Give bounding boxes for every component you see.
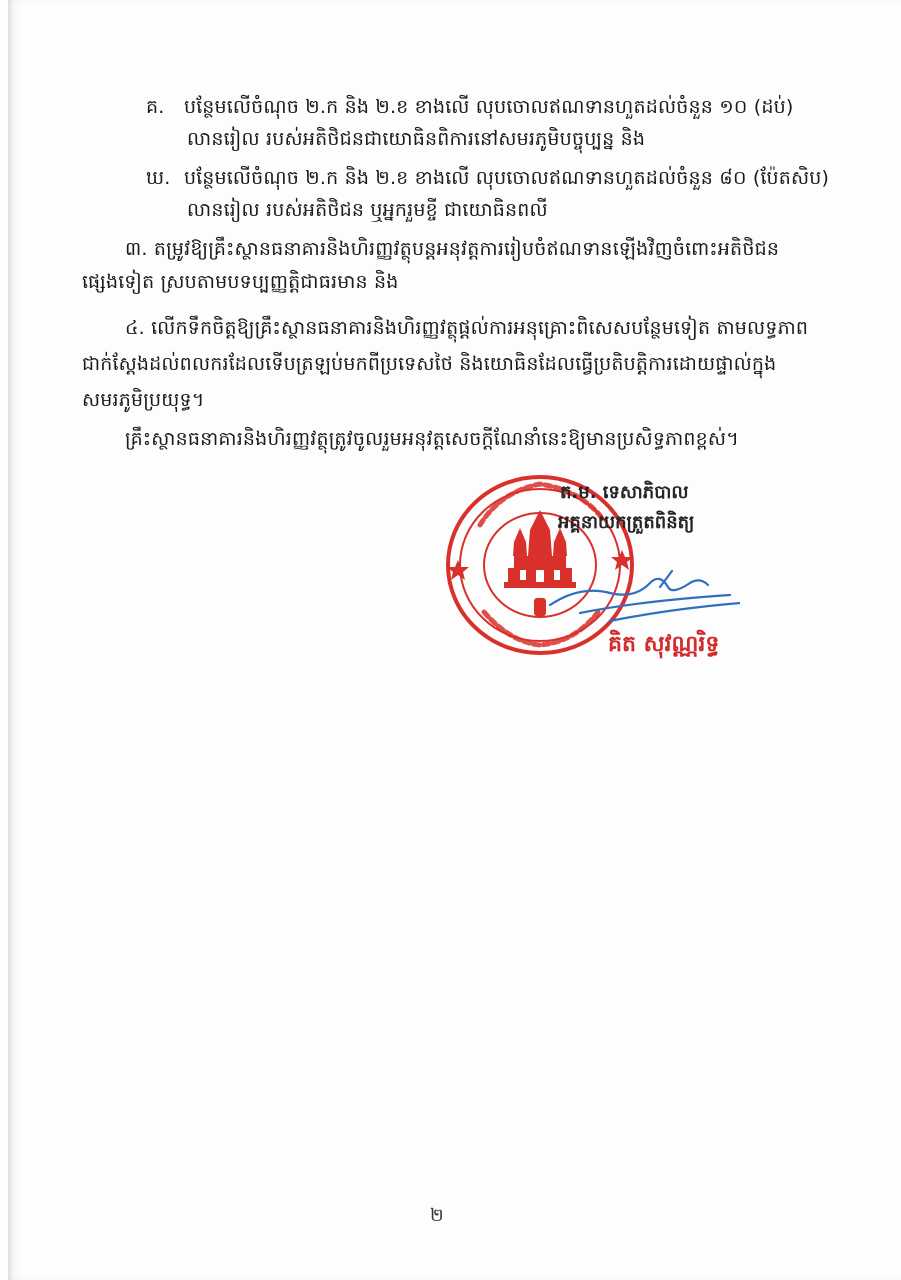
paragraph-4-line-2: ជាក់ស្តែងដល់ពលករដែលទើបត្រឡប់មកពីប្រទេសថៃ និងយោធិនដែលធ្វើប្រតិបត្តិការដោយផ្ទាល់ក្នុង xyxy=(82,353,777,375)
handwritten-signature-icon xyxy=(540,565,740,625)
sub-item-g-text: បន្ថែមលើចំណុច ២.ក និង ២.ខ ខាងលើ លុបចោលឥណទានហួតដល់ចំនួន ១០ (ដប់) xyxy=(184,96,794,118)
signer-name: គិត សុវណ្ណរិទ្ធ xyxy=(608,632,720,657)
sub-item-y-text: បន្ថែមលើចំណុច ២.ក និង ២.ខ ខាងលើ លុបចោលឥណទានហួតដល់ចំនួន ៨០ (ប៉ែតសិប) xyxy=(184,167,830,189)
page-number: ២ xyxy=(430,1205,444,1226)
signatory-title: ត.ម. ទេសាភិបាល xyxy=(560,482,689,503)
paragraph-3-line-2: ផ្សេងទៀត ស្របតាមបទប្បញ្ញត្តិជាធរមាន និង xyxy=(82,271,399,293)
sub-item-g-line-1 xyxy=(146,93,794,121)
signatory-position: អគ្គនាយកត្រួតពិនិត្យ xyxy=(558,512,695,533)
sub-item-y-line-1 xyxy=(146,164,829,192)
paragraph-4-line-1: ៤. លើកទឹកចិត្តឱ្យគ្រឹះស្ថានធនាគារនិងហិរញ្ញវត្ថុផ្តល់ការអនុគ្រោះពិសេសបន្ថែមទៀត តាមលទ្ធភាព xyxy=(125,317,809,339)
paragraph-3-line-1: ៣. តម្រូវឱ្យគ្រឹះស្ថានធនាគារនិងហិរញ្ញវត្ថុបន្តអនុវត្តការរៀបចំឥណទានឡើងវិញចំពោះអតិថិជន xyxy=(125,238,780,260)
signature-block xyxy=(440,470,800,690)
sub-item-g-line-2: លានរៀល របស់អតិថិជនជាយោធិនពិការនៅសមរភូមិបច្ចុប្បន្ន និង xyxy=(187,128,646,150)
paragraph-4-line-3: សមរភូមិប្រយុទ្ធ។ xyxy=(82,389,205,411)
closing-paragraph: គ្រឹះស្ថានធនាគារនិងហិរញ្ញវត្ថុត្រូវចូលរួមអនុវត្តសេចក្តីណែនាំនេះឱ្យមានប្រសិទ្ធភាពខ្ពស់។ xyxy=(125,428,739,450)
sub-item-y-marker: ឃ. xyxy=(146,167,171,189)
sub-item-y-line-2: លានរៀល របស់អតិថិជន ឬអ្នករួមខ្ចី ជាយោធិនពលី xyxy=(187,199,548,221)
sub-item-g-marker: គ. xyxy=(146,96,165,118)
